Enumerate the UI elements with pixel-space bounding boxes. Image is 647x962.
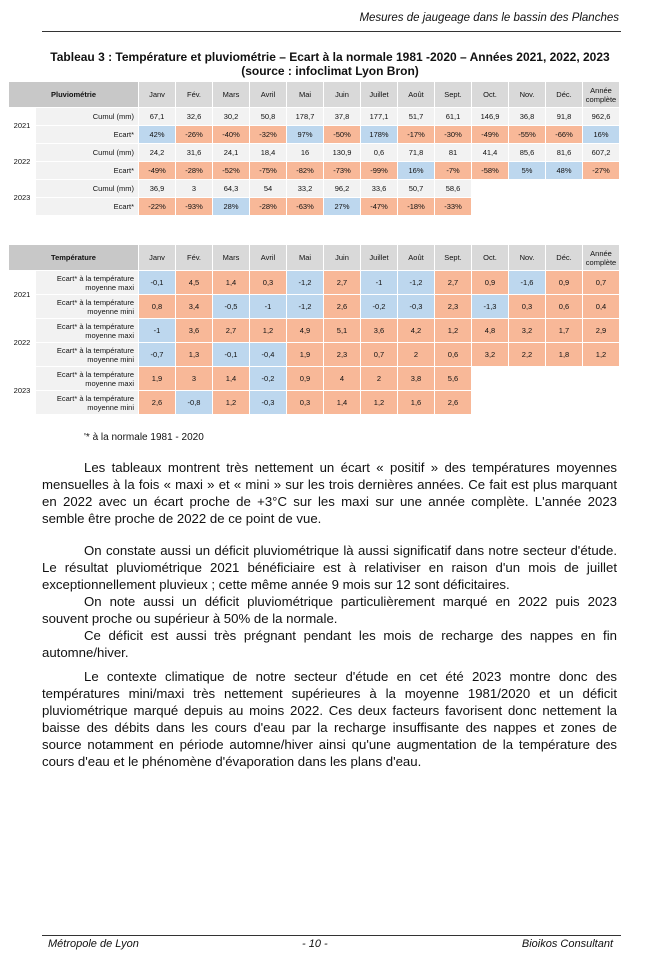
table-note: '* à la normale 1981 - 2020 — [84, 432, 204, 443]
table-cell: 0,6 — [361, 144, 397, 161]
table-cell: 3,2 — [509, 319, 545, 342]
table-cell: -0,3 — [398, 295, 434, 318]
table-cell: 2 — [361, 367, 397, 390]
table-cell: 0,3 — [250, 271, 286, 294]
month-header: Déc. — [546, 82, 582, 107]
table-cell: 2,7 — [324, 271, 360, 294]
table-cell — [472, 180, 508, 197]
temperature-header-row — [9, 245, 619, 270]
month-header: Juin — [324, 245, 360, 270]
table-cell: 3,6 — [176, 319, 212, 342]
table-cell: 71,8 — [398, 144, 434, 161]
table-cell: 30,2 — [213, 108, 249, 125]
month-header: Avril — [250, 245, 286, 270]
month-header: Janv — [139, 245, 175, 270]
year-label: 2023 — [9, 367, 35, 414]
table-row — [9, 126, 619, 143]
table-cell: 1,4 — [213, 367, 249, 390]
row-label-line2: moyenne maxi — [85, 378, 134, 388]
table-row — [9, 108, 619, 125]
month-header: Juillet — [361, 245, 397, 270]
table-cell: 2,6 — [435, 391, 471, 414]
table-cell: 146,9 — [472, 108, 508, 125]
table-cell: -93% — [176, 198, 212, 215]
month-header: Année complète — [583, 82, 619, 107]
table-cell: 58,6 — [435, 180, 471, 197]
table-cell: 4 — [324, 367, 360, 390]
table-cell: 67,1 — [139, 108, 175, 125]
year-label: 2021 — [9, 271, 35, 318]
table-cell: 2,6 — [324, 295, 360, 318]
table-cell: 85,6 — [509, 144, 545, 161]
table-cell: 91,8 — [546, 108, 582, 125]
table-cell: 2,6 — [139, 391, 175, 414]
month-header: Sept. — [435, 82, 471, 107]
table-cell: 0,7 — [583, 271, 619, 294]
table-cell: 5,6 — [435, 367, 471, 390]
paragraph-3: Le contexte climatique de notre secteur d'étude en cet été 2023 montre donc des températures mini/maxi très nettement supérieures à la moyenne 1981/2020 et un déficit pluviométrique marqué depuis au moins 2022. Ces deux facteurs favorisent donc nettement la baisse des débits dans les cours d'eau par la recharge insuffisante des nappes et zones de source notamment en période automne/hiver ainsi qu'une augmentation de la température des cours d'eau et le phénomène d'évaporation dans les plans d'eau. — [42, 669, 617, 769]
row-label: Cumul (mm) — [36, 144, 138, 161]
table-cell: 1,4 — [324, 391, 360, 414]
row-label-line1: Ecart* à la température — [56, 393, 134, 403]
table-cell: 1,4 — [213, 271, 249, 294]
table-cell — [509, 198, 545, 215]
table-row — [9, 271, 619, 294]
table-cell: 1,6 — [398, 391, 434, 414]
row-label-line2: moyenne mini — [87, 354, 134, 364]
row-label-line2: moyenne mini — [87, 306, 134, 316]
temperature-table — [8, 244, 620, 415]
table-cell — [583, 391, 619, 414]
row-label: Ecart* — [36, 198, 138, 215]
table-cell: 64,3 — [213, 180, 249, 197]
table-cell: 50,7 — [398, 180, 434, 197]
table-cell: 24,2 — [139, 144, 175, 161]
table-cell: -0,7 — [139, 343, 175, 366]
month-header: Nov. — [509, 82, 545, 107]
table-cell — [546, 391, 582, 414]
table-cell: 61,1 — [435, 108, 471, 125]
header-rule — [42, 31, 621, 32]
footer-right: Bioikos Consultant — [521, 938, 613, 950]
table-cell: 50,8 — [250, 108, 286, 125]
month-header: Oct. — [472, 245, 508, 270]
row-label-line2: moyenne maxi — [85, 330, 134, 340]
table-cell: 0,8 — [139, 295, 175, 318]
table-cell: 24,1 — [213, 144, 249, 161]
table-cell — [509, 391, 545, 414]
table-cell: -82% — [287, 162, 323, 179]
table-cell: -0,1 — [139, 271, 175, 294]
temperature-title: Température — [9, 245, 138, 270]
table-cell: -7% — [435, 162, 471, 179]
table-cell: 81,6 — [546, 144, 582, 161]
table-cell: 0,6 — [435, 343, 471, 366]
table-cell: 2,2 — [509, 343, 545, 366]
pluviometrie-title: Pluviométrie — [9, 82, 138, 107]
table-cell: 2,9 — [583, 319, 619, 342]
row-label-line1: Ecart* à la température — [56, 273, 134, 283]
table-cell: 1,2 — [213, 391, 249, 414]
caption-source: (source : infoclimat Lyon Bron) — [241, 64, 419, 78]
table-cell: 178,7 — [287, 108, 323, 125]
table-cell: 36,8 — [509, 108, 545, 125]
table-cell: 42% — [139, 126, 175, 143]
table-row — [9, 295, 619, 318]
table-cell: -1 — [139, 319, 175, 342]
table-cell: 4,2 — [398, 319, 434, 342]
table-cell: 2,7 — [435, 271, 471, 294]
month-header: Juin — [324, 82, 360, 107]
table-cell — [472, 198, 508, 215]
table-cell: -1,2 — [287, 295, 323, 318]
table-cell: 0,9 — [472, 271, 508, 294]
table-cell: 18,4 — [250, 144, 286, 161]
table-cell: -52% — [213, 162, 249, 179]
table-cell: -63% — [287, 198, 323, 215]
table-cell: 36,9 — [139, 180, 175, 197]
month-header: Oct. — [472, 82, 508, 107]
month-header: Janv — [139, 82, 175, 107]
year-label: 2021 — [9, 108, 35, 143]
table-cell: 5% — [509, 162, 545, 179]
row-label — [36, 391, 138, 414]
table-cell: 32,6 — [176, 108, 212, 125]
paragraph-2: On constate aussi un déficit pluviométrique là aussi significatif dans notre secteur d'étude. Le résultat pluviométrique 2021 bénéficiaire est à relativiser en raison d'un mois de juillet exceptionnellement pluvieux ; cette même année 9 mois sur 12 sont déficitaires. On note aussi un déficit pluviométrique particulièrement marqué en 2022 puis 2023 souvent proche ou supérieur à 50% de la normale. Ce déficit est aussi très prégnant pendant les mois de recharge des nappes en fin automne/hiver. — [42, 543, 617, 660]
table-cell: 5,1 — [324, 319, 360, 342]
table-cell: -22% — [139, 198, 175, 215]
table-cell: 3,6 — [361, 319, 397, 342]
row-label-line2: moyenne maxi — [85, 282, 134, 292]
table-cell: 1,2 — [250, 319, 286, 342]
row-label-line1: Ecart* à la température — [56, 369, 134, 379]
table-cell — [546, 180, 582, 197]
table-cell: -1,3 — [472, 295, 508, 318]
footer-left: Métropole de Lyon — [48, 938, 139, 950]
table-row — [9, 180, 619, 197]
month-header: Juillet — [361, 82, 397, 107]
table-cell: 3,2 — [472, 343, 508, 366]
row-label — [36, 319, 138, 342]
table-cell: -47% — [361, 198, 397, 215]
table-cell: -40% — [213, 126, 249, 143]
table-row — [9, 391, 619, 414]
caption-title: Tableau 3 : Température et pluviométrie – Ecart à la normale 1981 -2020 – Années 2021, 2022, 2023 — [50, 50, 610, 64]
table-cell: 0,6 — [546, 295, 582, 318]
month-header: Mars — [213, 82, 249, 107]
row-label: Cumul (mm) — [36, 108, 138, 125]
table-cell: 0,3 — [509, 295, 545, 318]
table-cell — [583, 180, 619, 197]
month-header: Mai — [287, 245, 323, 270]
table-cell — [546, 367, 582, 390]
table-cell: 16% — [583, 126, 619, 143]
pluviometrie-header-row — [9, 82, 619, 107]
table-cell: -0,2 — [250, 367, 286, 390]
table-cell — [472, 391, 508, 414]
table-cell: 2,3 — [324, 343, 360, 366]
table-row — [9, 144, 619, 161]
table-cell: 1,9 — [139, 367, 175, 390]
table-cell: 54 — [250, 180, 286, 197]
month-header: Année complète — [583, 245, 619, 270]
table-caption — [30, 50, 630, 78]
table-cell — [472, 367, 508, 390]
table-cell: -75% — [250, 162, 286, 179]
table-row — [9, 162, 619, 179]
year-label: 2022 — [9, 319, 35, 366]
table-cell: -1,6 — [509, 271, 545, 294]
table-cell: 0,9 — [546, 271, 582, 294]
table-cell: -0,1 — [213, 343, 249, 366]
table-cell: 0,9 — [287, 367, 323, 390]
table-cell: -17% — [398, 126, 434, 143]
table-cell: 130,9 — [324, 144, 360, 161]
table-cell: 37,8 — [324, 108, 360, 125]
table-cell: 0,4 — [583, 295, 619, 318]
month-header: Sept. — [435, 245, 471, 270]
year-label: 2022 — [9, 144, 35, 179]
page-number: - 10 - — [302, 938, 328, 950]
table-cell: -1,2 — [398, 271, 434, 294]
month-header: Déc. — [546, 245, 582, 270]
table-cell: 4,8 — [472, 319, 508, 342]
row-label — [36, 343, 138, 366]
table-cell: 3 — [176, 180, 212, 197]
table-cell: -49% — [139, 162, 175, 179]
month-header: Fév. — [176, 245, 212, 270]
table-cell: -1 — [361, 271, 397, 294]
row-label: Cumul (mm) — [36, 180, 138, 197]
row-label-line1: Ecart* à la température — [56, 321, 134, 331]
table-cell — [546, 198, 582, 215]
table-cell: 177,1 — [361, 108, 397, 125]
table-cell: -27% — [583, 162, 619, 179]
row-label — [36, 367, 138, 390]
month-header: Mai — [287, 82, 323, 107]
table-cell: 3,4 — [176, 295, 212, 318]
month-header: Août — [398, 245, 434, 270]
table-cell: 962,6 — [583, 108, 619, 125]
table-cell: -30% — [435, 126, 471, 143]
table-cell: 4,9 — [287, 319, 323, 342]
table-cell: 1,9 — [287, 343, 323, 366]
table-cell: 3 — [176, 367, 212, 390]
table-cell — [583, 198, 619, 215]
table-cell: -33% — [435, 198, 471, 215]
table-cell: -49% — [472, 126, 508, 143]
page-header: Mesures de jaugeage dans le bassin des Planches — [359, 12, 619, 24]
table-cell — [509, 180, 545, 197]
table-cell: 96,2 — [324, 180, 360, 197]
table-cell: -0,4 — [250, 343, 286, 366]
row-label: Ecart* — [36, 126, 138, 143]
month-header: Mars — [213, 245, 249, 270]
table-cell: -0,2 — [361, 295, 397, 318]
table-cell: -28% — [176, 162, 212, 179]
table-cell: 1,3 — [176, 343, 212, 366]
table-cell: 4,5 — [176, 271, 212, 294]
table-cell: -1 — [250, 295, 286, 318]
year-label: 2023 — [9, 180, 35, 215]
table-cell: 97% — [287, 126, 323, 143]
table-row — [9, 319, 619, 342]
table-cell: 1,8 — [546, 343, 582, 366]
table-cell: -0,8 — [176, 391, 212, 414]
table-cell: 1,7 — [546, 319, 582, 342]
table-cell: -50% — [324, 126, 360, 143]
table-cell: 3,8 — [398, 367, 434, 390]
table-cell: 0,7 — [361, 343, 397, 366]
table-cell: -58% — [472, 162, 508, 179]
table-cell: 81 — [435, 144, 471, 161]
table-cell: 1,2 — [435, 319, 471, 342]
table-cell: 31,6 — [176, 144, 212, 161]
table-cell: 51,7 — [398, 108, 434, 125]
table-cell: -55% — [509, 126, 545, 143]
table-row — [9, 343, 619, 366]
table-cell: 1,2 — [361, 391, 397, 414]
row-label-line1: Ecart* à la température — [56, 345, 134, 355]
paragraph-1: Les tableaux montrent très nettement un écart « positif » des températures moyennes mensuelles à la fois « maxi » et « mini » sur les trois dernières années. Ce fait est plus marquant en 2022 avec un écart proche de +3°C sur les maxi sur une année complète. L'année 2023 semble être proche de 2022 de ce point de vue. — [42, 460, 617, 526]
table-cell: 16% — [398, 162, 434, 179]
table-cell: -28% — [250, 198, 286, 215]
table-cell: 1,2 — [583, 343, 619, 366]
table-cell: 16 — [287, 144, 323, 161]
table-cell: 33,2 — [287, 180, 323, 197]
table-cell: -18% — [398, 198, 434, 215]
row-label: Ecart* — [36, 162, 138, 179]
table-cell: 0,3 — [287, 391, 323, 414]
table-row — [9, 198, 619, 215]
table-cell: -0,3 — [250, 391, 286, 414]
table-row — [9, 367, 619, 390]
row-label — [36, 271, 138, 294]
table-cell: 2 — [398, 343, 434, 366]
table-cell: 2,7 — [213, 319, 249, 342]
table-cell: 2,3 — [435, 295, 471, 318]
table-cell: 28% — [213, 198, 249, 215]
table-cell: -0,5 — [213, 295, 249, 318]
table-cell: 178% — [361, 126, 397, 143]
month-header: Fév. — [176, 82, 212, 107]
table-cell: -99% — [361, 162, 397, 179]
table-cell: -26% — [176, 126, 212, 143]
month-header: Nov. — [509, 245, 545, 270]
row-label-line2: moyenne mini — [87, 402, 134, 412]
table-cell: 27% — [324, 198, 360, 215]
table-cell: 33,6 — [361, 180, 397, 197]
table-cell — [583, 367, 619, 390]
row-label — [36, 295, 138, 318]
footer-rule — [42, 935, 621, 936]
table-cell: 607,2 — [583, 144, 619, 161]
table-cell: -66% — [546, 126, 582, 143]
table-cell: 48% — [546, 162, 582, 179]
table-cell: 41,4 — [472, 144, 508, 161]
table-cell — [509, 367, 545, 390]
table-cell: -1,2 — [287, 271, 323, 294]
table-cell: -73% — [324, 162, 360, 179]
month-header: Avril — [250, 82, 286, 107]
row-label-line1: Ecart* à la température — [56, 297, 134, 307]
month-header: Août — [398, 82, 434, 107]
pluviometrie-table — [8, 81, 620, 216]
table-cell: -32% — [250, 126, 286, 143]
